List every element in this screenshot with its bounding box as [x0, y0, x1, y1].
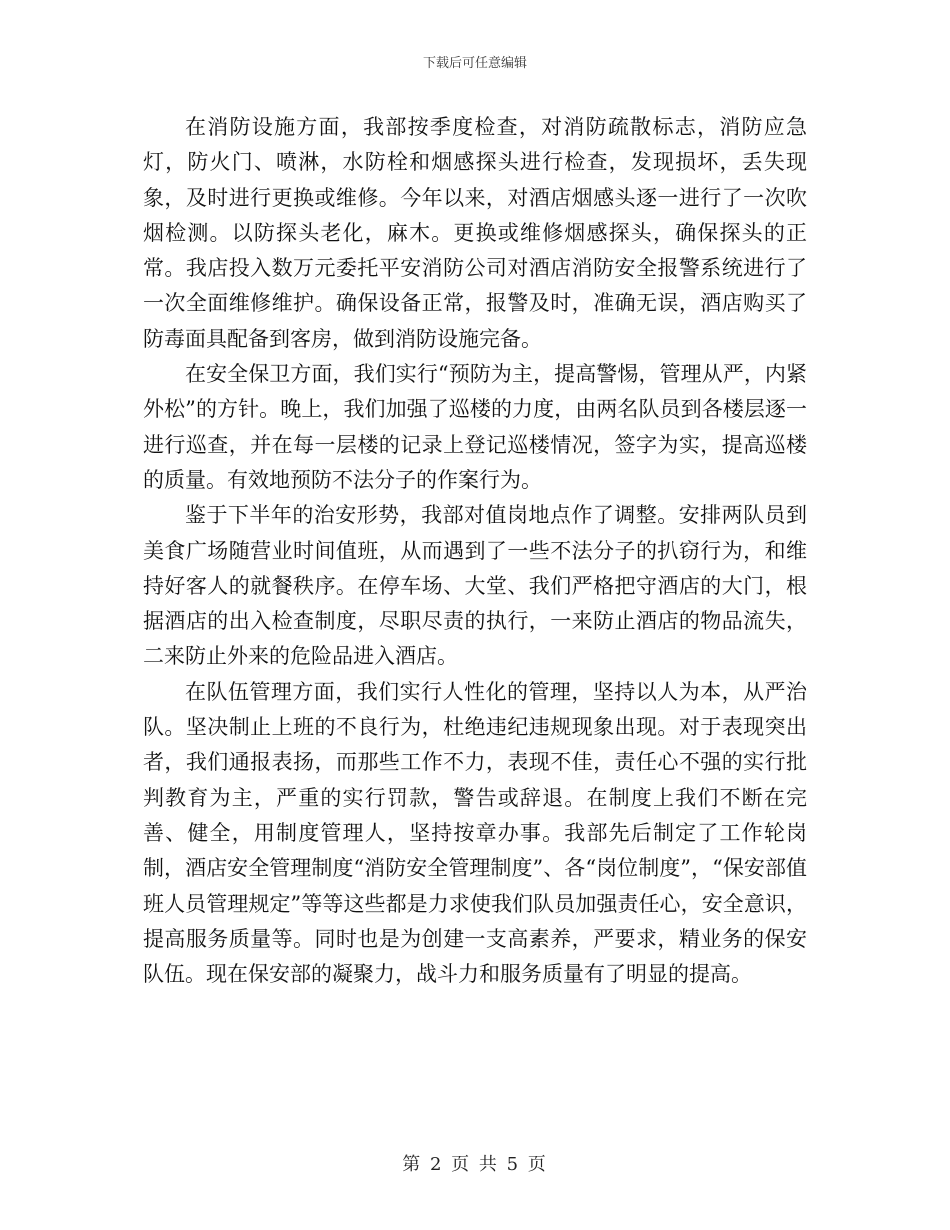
paragraph-fire-facilities: 在消防设施方面，我部按季度检查，对消防疏散标志，消防应急灯，防火门、喷淋，水防栓和烟感探头进行检查，发现损坏，丢失现象，及时进行更换或维修。今年以来，对酒店烟感头逐一进行了一次吹烟检测。以防探头老化，麻木。更换或维修烟感探头，确保探头的正常。我店投入数万元委托平安消防公司对酒店消防安全报警系统进行了一次全面维修维护。确保设备正常，报警及时，准确无误，酒店购买了防毒面具配备到客房，做到消防设施完备。	[143, 115, 807, 351]
page-header-note: 下载后可任意编辑	[422, 56, 527, 71]
document-body	[143, 110, 807, 992]
page-number: 第 2 页 共 5 页	[402, 1154, 548, 1175]
paragraph-security-patrol: 在安全保卫方面，我们实行“预防为主，提高警惕，管理从严，内紧外松”的方针。晚上，我们加强了巡楼的力度，由两名队员到各楼层逐一进行巡查，并在每一层楼的记录上登记巡楼情况，签字为实，提高巡楼的质量。有效地预防不法分子的作案行为。	[143, 362, 807, 492]
paragraph-post-adjustment: 鉴于下半年的治安形势，我部对值岗地点作了调整。安排两队员到美食广场随营业时间值班，从而遇到了一些不法分子的扒窃行为，和维持好客人的就餐秩序。在停车场、大堂、我们严格把守酒店的大门，根据酒店的出入检查制度，尽职尽责的执行，一来防止酒店的物品流失，二来防止外来的危险品进入酒店。	[143, 503, 807, 669]
paragraph-team-management: 在队伍管理方面，我们实行人性化的管理，坚持以人为本，从严治队。坚决制止上班的不良行为，杜绝违纪违规现象出现。对于表现突出者，我们通报表扬，而那些工作不力，表现不佳，责任心不强的实行批判教育为主，严重的实行罚款，警告或辞退。在制度上我们不断在完善、健全，用制度管理人，坚持按章办事。我部先后制定了工作轮岗制，酒店安全管理制度“消防安全管理制度”、各“岗位制度”，“保安部值班人员管理规定”等等这些都是力求使我们队员加强责任心，安全意识，提高服务质量等。同时也是为创建一支高素养，严要求，精业务的保安队伍。现在保安部的凝聚力，战斗力和服务质量有了明显的提高。	[143, 679, 807, 987]
